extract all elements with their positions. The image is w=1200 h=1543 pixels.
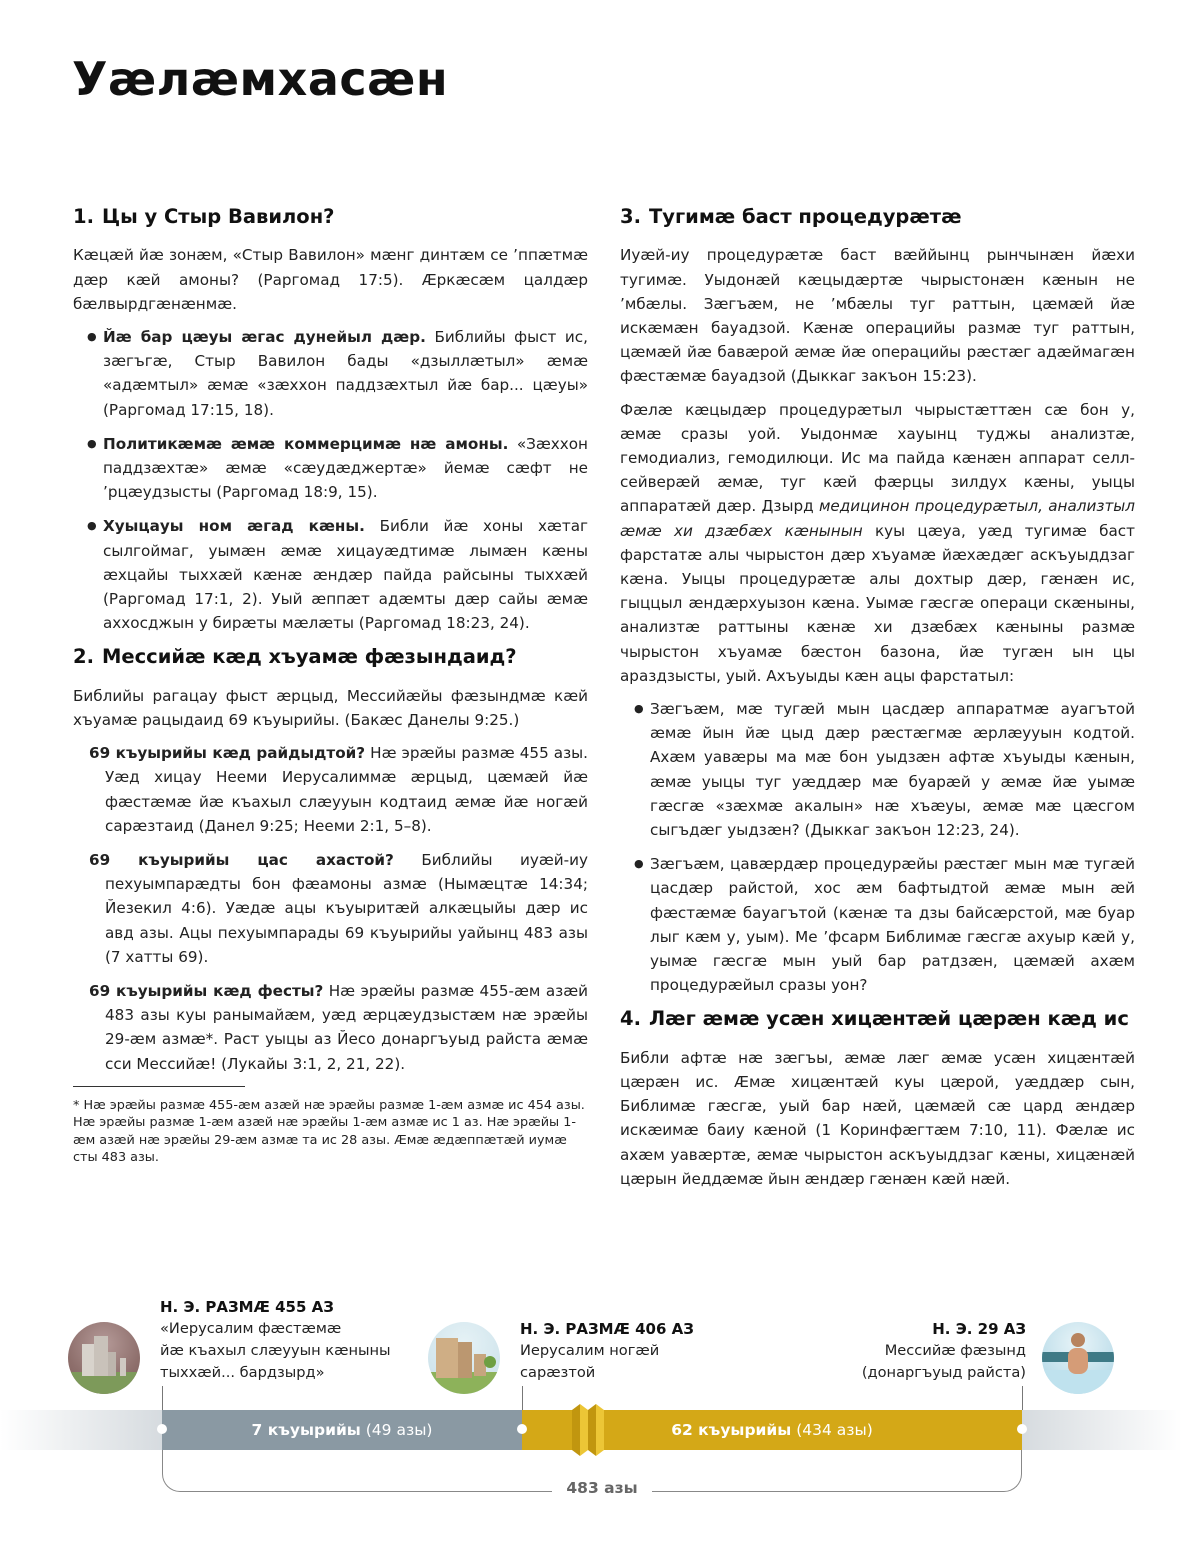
timeline-fade-right — [1022, 1410, 1182, 1450]
sub-question — [89, 979, 588, 1076]
event-desc-line: «Иерусалим фæстæмæ — [160, 1320, 342, 1337]
bullet-text: Библийы фыст ис, зæгъгæ, Стыр Вавилон бады «дзыллæтыл» æмæ «адæмтыл» æмæ «зæххон паддзæхтыл йæ бар... цæуы» (Раргомад 17:15, 18). — [103, 327, 588, 419]
bullet-list — [87, 325, 588, 635]
timeline-event — [862, 1318, 1026, 1384]
section-number: 2. — [73, 645, 94, 669]
timeline-fade-left — [0, 1410, 162, 1450]
paragraph: Библи афтæ нæ зæгъы, æмæ лæг æмæ усæн хицæнтæй цæрæн ис. Æмæ хицæнтæй куы цæрой, уæддæр сын, Библимæ гæсгæ, уый бар нæй, цæмæй сæ цард æндæр искæимæ баиу кæной (1 Коринфæгтæм 7:10, 11). Фæлæ ис ахæм уавæртæ, æмæ чырыстон аскъуыддзаг кæны, хицæнæй цæрын йеддæмæ йын æндæр гæнæн кæй нæй. — [620, 1048, 1135, 1188]
section-intro: Кæцæй йæ зонæм, «Стыр Вавилон» мæнг динтæм се ʼппæтмæ дæр кæй амоны? (Раргомад 17:5). Æркæсæм цалдæр бæлвырдгæнæнмæ. — [73, 246, 588, 313]
rebuilt-city-walls-icon — [428, 1322, 500, 1394]
total-years-label: 483 азы — [552, 1478, 652, 1498]
timeline — [0, 1290, 1200, 1500]
event-desc-line: Иерусалим ногæй — [520, 1342, 660, 1359]
timeline-marker-dot — [157, 1424, 167, 1434]
sub-question — [89, 741, 588, 838]
paragraph-text: Фæлæ кæцыдæр процедурæтыл чырыстæттæн сæ бон у, æмæ сразы уой. Уыдонмæ хауынц туджы анализтæ, гемодиализ, гемодилюци. Ис ма пайда кæнæн аппарат селл-сейверæй æмæ, туг кæй фæрцы зилдух кæны, уыцы аппаратæй дæр. Дзырд — [620, 400, 1135, 516]
event-tick — [522, 1386, 523, 1410]
sub-question-text: Библийы иуæй-иу пехуымпарæдты бон фæамоны азмæ (Нымæцтæ 14:34; Йезекил 4:6). Уæдæ ацы къуыритæй алкæцыйы дæр ис авд азы. Ацы пехуымпарады 69 къуырийы уайынц 483 азы (7 хатты 69). — [105, 851, 589, 966]
event-desc-line: йæ къахыл слæууын кæныны — [160, 1342, 391, 1359]
section-number: 4. — [620, 1007, 641, 1031]
bullet-list — [634, 697, 1135, 997]
paragraph: Иуæй-иу процедурæтæ баст вæййынц рынчынæн йæхи тугимæ. Уыдонæй кæцыдæртæ чырыстонæн кæнын не ʼмбæлы. Зæгъæм, не ʼмбæлы туг раттын, цæмæй йæ искæмæн бауадзой. Кæнæ операцийы размæ туг раттын, цæмæй йæ бавæрой æмæ йæ операцийы рæстæг адæймагæн фæстæмæ бауадзой (Дыккаг закъон 15:23). — [620, 246, 1135, 386]
timeline-event — [520, 1318, 694, 1384]
footnote-divider — [73, 1086, 245, 1087]
bullet-item — [87, 432, 588, 505]
segment-label-bold: 62 къуырийы — [671, 1421, 792, 1439]
bullet-item: ● Зæгъæм, мæ тугæй мын цасдæр аппаратмæ ауагътой æмæ йын йæ цыд дæр рæстæгмæ æрлæууын кодтой. Ахæм уавæры ма мæ бон уыдзæн афтæ хъуыды кæнын, æмæ уыцы туг уæддæр мæ буарæй у æмæ йæ уымæ гæсгæ «зæхмæ акалын» нæ хъæуы, æмæ мæ цæсгом сыгъдæг уыдзæн? (Дыккаг закъон 12:23, 24). — [634, 697, 1135, 842]
bullet-text: Библи йæ хоны хæтаг сылгоймаг, уымæн æмæ хицауæдтимæ лымæн кæны æхцайы тыххæй кæнæ æндæр пайда райсыны тыххæй (Раргомад 17:1, 2). Уый æппæт адæмты дæр сайы æмæ аххосджын у бирæты мæлæты (Раргомад 18:23, 24). — [103, 517, 588, 633]
section-messiah — [73, 645, 588, 1166]
event-desc-line: (донаргъуыд райста) — [861, 1364, 1026, 1381]
right-column — [620, 205, 1135, 1200]
event-tick — [1022, 1386, 1023, 1410]
section-babylon — [73, 205, 588, 635]
bullet-text: «Зæххон паддзæхтæ» æмæ «сæудæджертæ» йемæ сæфт не ʼрцæудзысты (Раргомад 18:9, 15). — [103, 434, 588, 502]
timeline-break-icon — [572, 1404, 604, 1456]
event-date: Н. Э. 29 АЗ — [932, 1320, 1026, 1338]
section-intro: Библийы рагацау фыст æрцыд, Мессийæйы фæзындмæ кæй хъуамæ рацыдаид 69 къуырийы. (Бакæс Данелы 9:25.) — [73, 686, 588, 729]
bullet-item — [87, 325, 588, 422]
event-desc-line: тыххæй... бардзырд» — [160, 1364, 325, 1381]
section-heading — [73, 645, 588, 669]
bullet-item: ● Зæгъæм, цавæрдæр процедурæйы рæстæг мын мæ тугæй цасдæр райстой, хос æм бафтыдтой æмæ мын æй фæстæмæ бауагътой (кæнæ та дзы байсæрстой, мæ буар лыг кæм у, уым). Ме ʼфсарм Библимæ гæсгæ ахуыр кæй у, уымæ гæсгæ мын уый бар ратдзæн, цæмæй ахæм процедурæйыл сразы уон? — [634, 852, 1135, 997]
section-title: Цы у Стыр Вавилон? — [101, 205, 335, 228]
section-title: Мессийæ кæд хъуамæ фæзындаид? — [101, 645, 517, 669]
section-heading — [73, 205, 588, 229]
event-tick — [162, 1386, 163, 1410]
bullet-bold: Хуыцауы ном æгад кæны. — [103, 517, 365, 536]
segment-label-bold: 7 къуырийы — [251, 1421, 361, 1439]
event-date: Н. Э. РАЗМÆ 406 АЗ — [520, 1320, 694, 1338]
bullet-bold: Йæ бар цæуы æгас дунейыл дæр. — [103, 327, 426, 346]
sub-question — [89, 848, 588, 969]
timeline-marker-dot — [1017, 1424, 1027, 1434]
event-desc-line: Мессийæ фæзынд — [884, 1342, 1026, 1359]
paragraph — [620, 398, 1135, 688]
segment-label-years: (49 азы) — [360, 1421, 433, 1439]
baptism-icon — [1042, 1322, 1114, 1394]
sub-question-text: Нæ эрæйы размæ 455-æм азæй 483 азы куы ранымайæм, уæд æрцæудзыстæм нæ эрæйы 29-æм азмæ*. Раст уыцы аз Йесо донаргъуыд райста æмæ сси Мессийæ! (Лукайы 3:1, 2, 21, 22). — [105, 982, 588, 1073]
sub-question-text: Нæ эрæйы размæ 455 азы. Уæд хицау Нееми Иерусалиммæ æрцыд, цæмæй йæ фæстæмæ йæ къахыл слæууын кодтаид æмæ йæ ногæй сарæзтаид (Данел 9:25; Нееми 2:1, 5–8). — [105, 744, 588, 835]
section-number: 1. — [73, 205, 94, 228]
event-desc-line: сарæзтой — [520, 1364, 596, 1381]
left-column — [73, 205, 588, 1167]
paragraph-text: куы цæуа, уæд тугимæ баст фарстатæ алы чырыстон дæр хъуамæ йæхæдæг аскъуыддзаг кæна. Уыцы процедурæтæ алы дохтыр дæр, гæнæн ис, гыццыл æндæрхуызон кæна. Уымæ гæсгæ операци скæныны, анализтæ раттыны кæнæ хи дзæбæх кæныны размæ чырыстон хъуамæ бæстон базона, йæ тугæн ын цы араздзысты, уый. Ахъуыды кæн ацы фарстатыл: — [620, 521, 1135, 685]
footnote: * Нæ эрæйы размæ 455-æм азæй нæ эрæйы размæ 1-æм азмæ ис 454 азы. Нæ эрæйы размæ 1-æм азæй нæ эрæйы 1-æм азмæ ис 1 аз. Нæ эрæйы 1-æм азæй нæ эрæйы 29-æм азмæ та ис 28 азы. Æмæ æдæппæтæй иумæ сты 483 азы. — [73, 1097, 585, 1166]
section-title: Тугимæ баст процедурæтæ — [648, 205, 962, 228]
timeline-event — [160, 1296, 391, 1384]
section-heading — [620, 205, 1135, 229]
timeline-marker-dot — [517, 1424, 527, 1434]
sub-question-bold: 69 къуырийы кæд райдыдтой? — [89, 744, 366, 763]
section-blood-procedures — [620, 205, 1135, 997]
timeline-segment-7-weeks — [162, 1410, 522, 1450]
paragraph-italic: медицинон процедурæтыл, анализтыл æмæ хи дзæбæх кæнынын — [620, 497, 1135, 540]
section-heading — [620, 1007, 1135, 1031]
segment-label — [162, 1410, 522, 1450]
section-title: Лæг æмæ усæн хицæнтæй цæрæн кæд ис — [648, 1007, 1129, 1031]
sub-question-bold: 69 къуырийы цас ахастой? — [89, 851, 394, 870]
section-number: 3. — [620, 205, 641, 228]
page-title: Уæлæмхасæн — [72, 52, 449, 106]
event-date: Н. Э. РАЗМÆ 455 АЗ — [160, 1298, 334, 1316]
bullet-bold: Политикæмæ æмæ коммерцимæ нæ амоны. — [103, 434, 509, 453]
ruined-city-walls-icon — [68, 1322, 140, 1394]
bullet-item — [87, 514, 588, 635]
sub-question-bold: 69 къуырийы кæд фесты? — [89, 982, 324, 1001]
section-separation — [620, 1007, 1135, 1191]
segment-label-years: (434 азы) — [791, 1421, 873, 1439]
